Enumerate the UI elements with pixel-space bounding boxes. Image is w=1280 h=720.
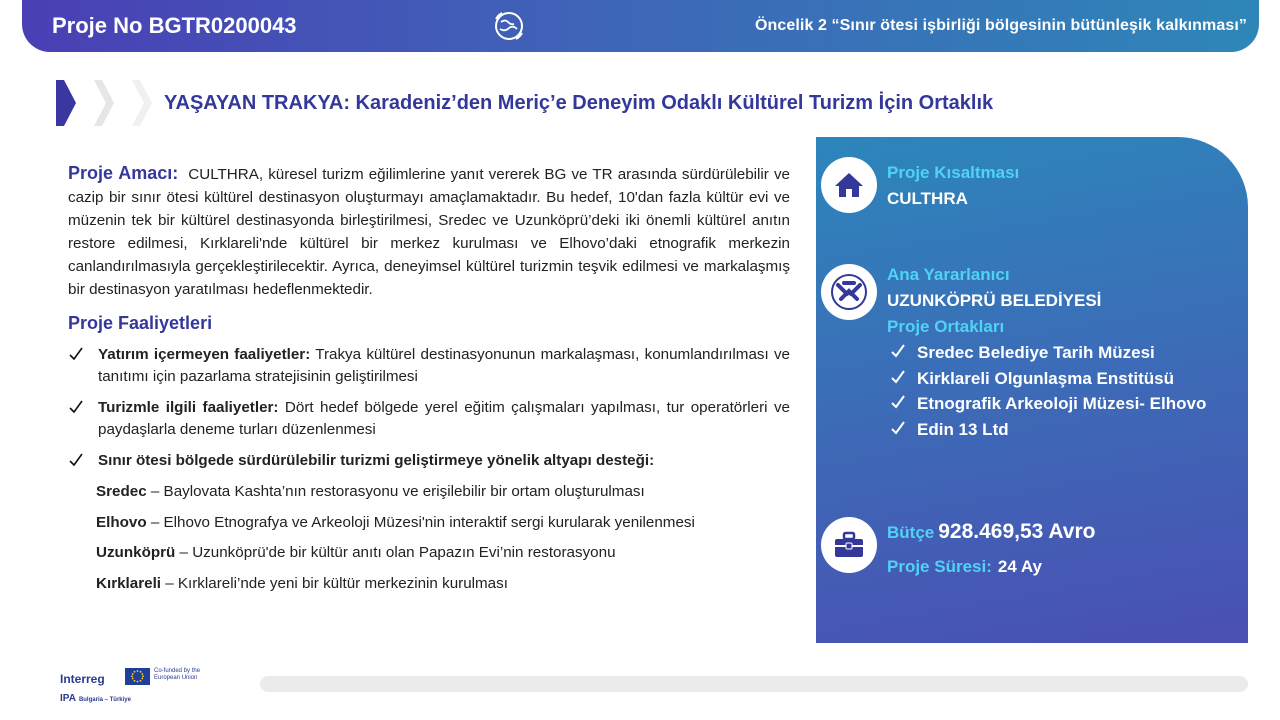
aim-text: CULTHRA, küresel turizm eğilimlerine yanıt vererek BG ve TR arasında sürdürülebilir ve cazip bir sınır ötesi kültürel destinasyon oluşturmayı amaçlamaktadır. Bu hedef, 10'dan fazla kültür evi ve müzenin tek bir kültürel destinasyonda birleştirilmesi, Sredec ve Uzunköprü’deki iki önemli kültürel anıtın restore edilmesi, Kırklareli'nde kültürel bir merkez kurulması ve Elhovo’daki etnografik merkezin canlandırılmasıyla gerçekleştirilecektir. Ayrıca, deneyimsel kültürel turizmin teşvik edilmesi ve markalaşmış bir destinasyon yaratılması hedeflenmektedir.	[68, 166, 790, 298]
partner-name: Edin 13 Ltd	[917, 419, 1009, 439]
project-info-panel	[816, 137, 1248, 643]
activity-text: Dört hedef bölgede yerel eğitim çalışmaları yapılması, tur operatörleri ve paydaşlarla deneme turları düzenlenmesi	[98, 399, 790, 438]
duration	[887, 557, 1042, 577]
activity-item	[68, 397, 790, 441]
check-icon	[69, 397, 83, 417]
check-icon	[891, 343, 905, 360]
check-icon	[891, 394, 905, 411]
infrastructure-list	[68, 481, 790, 595]
activities-heading: Proje Faaliyetleri	[68, 313, 213, 333]
footer-bar	[260, 676, 1248, 692]
beneficiary-value: UZUNKÖPRÜ BELEDİYESİ	[887, 291, 1102, 310]
infrastructure-item	[96, 573, 790, 595]
partner-item	[889, 391, 1206, 417]
short-name-value: CULTHRA	[887, 189, 968, 208]
beneficiary-label: Ana Yararlanıcı	[887, 265, 1010, 284]
eu-flag-icon	[125, 668, 150, 685]
briefcase-icon	[821, 517, 877, 573]
budget-value: 928.469,53 Avro	[938, 520, 1096, 543]
partner-item	[889, 340, 1206, 366]
project-aim	[68, 162, 790, 301]
interreg-logo	[60, 664, 220, 708]
partner-name: Sredec Belediye Tarih Müzesi	[917, 343, 1155, 362]
activity-title: Turizmle ilgili faaliyetler:	[98, 399, 279, 416]
header-bar	[22, 0, 1259, 52]
globe-icon	[492, 9, 526, 43]
home-icon	[821, 157, 877, 213]
aim-label: Proje Amacı:	[68, 163, 179, 183]
partner-item	[889, 417, 1206, 443]
budget	[887, 520, 1095, 544]
place-text: – Elhovo Etnografya ve Arkeoloji Müzesi'nin interaktif sergi kurularak yenilenmesi	[146, 513, 695, 531]
place-text: – Baylovata Kashta’nın restorasyonu ve erişilebilir bir ortam oluşturulması	[146, 483, 645, 500]
activity-text: Trakya kültürel destinasyonunun markalaşması, konumlandırılması ve tanıtımı için pazarlama stratejisinin geliştirilmesi	[98, 346, 790, 385]
chevron-decoration	[56, 80, 156, 126]
place-name: Sredec	[96, 483, 147, 500]
check-icon	[891, 420, 905, 437]
project-description	[68, 162, 790, 603]
check-icon	[891, 369, 905, 386]
interreg-text: Interreg	[60, 672, 105, 686]
duration-label: Proje Süresi:	[887, 557, 992, 576]
partner-item	[889, 366, 1206, 392]
partners-label: Proje Ortakları	[887, 317, 1005, 336]
budget-label: Bütçe	[887, 523, 935, 542]
handshake-icon	[821, 264, 877, 320]
infrastructure-item	[96, 512, 790, 534]
place-name: Uzunköprü	[96, 544, 176, 561]
eu-cofunded-text: Co-funded by the European Union	[154, 668, 201, 681]
short-name-label: Proje Kısaltması	[887, 163, 1020, 182]
partner-name: Kirklareli Olgunlaşma Enstitüsü	[917, 368, 1174, 388]
activity-title: Yatırım içermeyen faaliyetler:	[98, 346, 311, 363]
partners-list	[889, 340, 1206, 442]
priority-text: Öncelik 2 “Sınır ötesi işbirliği bölgesinin bütünleşik kalkınması”	[754, 17, 1247, 34]
check-icon	[69, 450, 83, 470]
place-text: – Kırklareli’nde yeni bir kültür merkezinin kurulması	[161, 574, 508, 592]
place-name: Kırklareli	[96, 574, 162, 592]
activity-item	[68, 344, 790, 388]
activity-item	[68, 450, 790, 472]
project-number: Proje No BGTR0200043	[52, 13, 297, 38]
region-text: Bulgaria – Türkiye	[78, 697, 131, 703]
duration-value: 24 Ay	[997, 557, 1042, 576]
activities-list	[68, 344, 790, 472]
ipa-text: IPA Bulgaria – Türkiye	[60, 693, 131, 704]
activity-title: Sınır ötesi bölgede sürdürülebilir turizmi geliştirmeye yönelik altyapı desteği:	[98, 452, 655, 469]
page-title: YAŞAYAN TRAKYA: Karadeniz’den Meriç’e Deneyim Odaklı Kültürel Turizm İçin Ortaklık	[164, 92, 994, 114]
place-name: Elhovo	[96, 513, 147, 531]
partner-name: Etnografik Arkeoloji Müzesi- Elhovo	[917, 394, 1207, 413]
infrastructure-item	[96, 542, 790, 564]
place-text: – Uzunköprü'de bir kültür anıtı olan Papazın Evi’nin restorasyonu	[175, 544, 616, 561]
infrastructure-item	[96, 481, 790, 503]
check-icon	[69, 344, 83, 364]
